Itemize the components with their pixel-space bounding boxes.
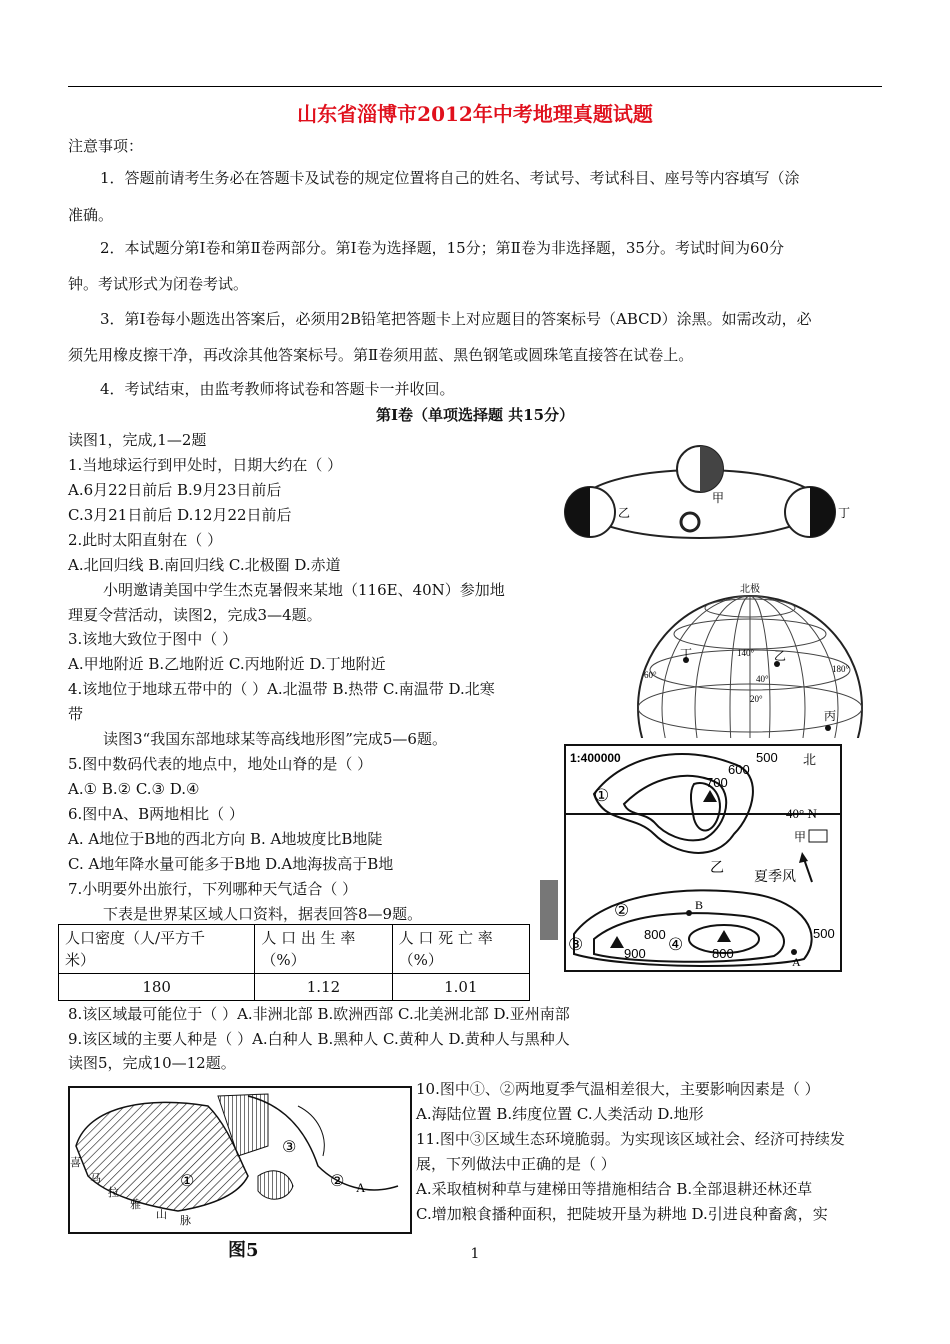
question-3-options: A.甲地附近 B.乙地附近 C.丙地附近 D.丁地附近 <box>68 655 386 673</box>
question-2: 2.此时太阳直射在（ ） <box>68 531 223 549</box>
question-7: 7.小明要外出旅行，下列哪种天气适合（ ） <box>68 880 358 898</box>
fig3-mark: ③ <box>568 935 584 955</box>
table-row <box>59 974 530 1001</box>
table-header-cell: 人 口 出 生 率 （%） <box>255 925 392 974</box>
fig3-mark: ① <box>594 786 610 806</box>
figure-5-map <box>68 1086 412 1236</box>
intro-5: 读图5，完成10—12题。 <box>68 1054 236 1072</box>
intro-2a: 小明邀请美国中学生杰克暑假来某地（116E、40N）参加地 <box>103 581 505 599</box>
table-header-cell: 人口密度（人/平方千 米） <box>59 925 255 974</box>
figure-5-caption: 图5 <box>228 1240 259 1261</box>
question-10: 10.图中①、②两地夏季气温相差很大，主要影响因素是（ ） <box>416 1080 820 1098</box>
fig3-yi: 乙 <box>710 861 724 876</box>
fig3-north: 北 <box>803 752 817 767</box>
question-2-options: A.北回归线 B.南回归线 C.北极圈 D.赤道 <box>68 556 341 574</box>
fig3-contour: 600 <box>728 762 750 777</box>
fig2-label-bing: 丙 <box>824 709 837 723</box>
fig3-contour: 500 <box>756 750 778 765</box>
fig1-label-yi: 乙 <box>618 506 631 520</box>
fig2-tick: 40° <box>756 674 769 684</box>
fig5-mark: ③ <box>282 1137 297 1156</box>
note-2a: 2．本试题分第Ⅰ卷和第Ⅱ卷两部分。第Ⅰ卷为选择题，15分；第Ⅱ卷为非选择题，35分。考试时间为60分 <box>100 239 785 257</box>
fig5-mountain: 拉 <box>108 1187 119 1199</box>
fig5-mark-a: A <box>356 1180 366 1195</box>
fig5-mountain: 山 <box>156 1209 167 1221</box>
question-6-cd: C. A地年降水量可能多于B地 D.A地海拔高于B地 <box>68 855 394 873</box>
fig1-label-jia: 甲 <box>712 491 725 505</box>
fig3-mark-b: B <box>695 898 704 912</box>
fig3-mark: ② <box>614 901 630 921</box>
table-cell: 180 <box>59 974 255 1001</box>
scan-artifact <box>540 880 558 940</box>
notes-heading: 注意事项： <box>68 137 144 155</box>
figure-2-globe <box>632 578 882 738</box>
fig5-mountain: 喜 <box>70 1157 81 1169</box>
fig2-tick: 20° <box>750 694 763 704</box>
fig3-wind: 夏季风 <box>754 870 796 885</box>
fig1-label-ding: 丁 <box>838 506 851 520</box>
intro-4: 下表是世界某区域人口资料，据表回答8—9题。 <box>103 905 423 923</box>
fig2-tick: 180° <box>832 664 850 674</box>
figure-3-contour-map <box>564 744 842 972</box>
question-3: 3.该地大致位于图中（ ） <box>68 630 238 648</box>
question-9: 9.该区域的主要人种是（ ）A.白种人 B.黑种人 C.黄种人 D.黄种人与黑种人 <box>68 1030 570 1048</box>
fig3-contour: 800 <box>644 927 666 942</box>
fig5-mountain: 脉 <box>180 1215 191 1227</box>
note-3b: 须先用橡皮擦干净，再改涂其他答案标号。第Ⅱ卷须用蓝、黑色钢笔或圆珠笔直接答在试卷上。 <box>68 346 694 364</box>
fig3-contour: 500 <box>813 926 835 941</box>
intro-1: 读图1，完成,1—2题 <box>68 431 207 449</box>
table-header-cell: 人 口 死 亡 率 （%） <box>392 925 529 974</box>
question-11b: 展，下列做法中正确的是（ ） <box>416 1155 616 1173</box>
note-1a: 1．答题前请考生务必在答题卡及试卷的规定位置将自己的姓名、考试号、考试科目、座号等内容填写（涂 <box>100 169 800 187</box>
fig5-mountain: 雅 <box>130 1199 141 1211</box>
fig5-mark: ① <box>180 1171 195 1190</box>
fig3-contour: 900 <box>624 946 646 961</box>
question-1: 1.当地球运行到甲处时，日期大约在（ ） <box>68 456 343 474</box>
page-title: 山东省淄博市2012年中考地理真题试题 <box>297 102 653 126</box>
intro-2b: 理夏令营活动，读图2，完成3—4题。 <box>68 606 322 624</box>
question-11a: 11.图中③区域生态环境脆弱。为实现该区域社会、经济可持续发 <box>416 1130 845 1148</box>
note-2b: 钟。考试形式为闭卷考试。 <box>68 275 249 293</box>
fig2-tick: 140° <box>737 648 755 658</box>
fig3-scale: 1:400000 <box>570 751 621 765</box>
table-cell: 1.01 <box>392 974 529 1001</box>
question-6-ab: A. A地位于B地的西北方向 B. A地坡度比B地陡 <box>68 830 383 848</box>
population-table <box>58 924 530 1001</box>
question-8: 8.该区域最可能位于（ ）A.非洲北部 B.欧洲西部 C.北美洲北部 D.亚州南部 <box>68 1005 570 1023</box>
fig5-mark: ② <box>330 1171 345 1190</box>
page-number: 1 <box>470 1246 480 1262</box>
fig2-tick: 60° <box>644 670 657 680</box>
question-10-options: A.海陆位置 B.纬度位置 C.人类活动 D.地形 <box>416 1105 704 1123</box>
header-rule <box>68 86 882 87</box>
note-3a: 3．第Ⅰ卷每小题选出答案后，必须用2B铅笔把答题卡上对应题目的答案标号（ABCD）涂黑。如需改动，必 <box>100 310 812 328</box>
figure-1-orbit <box>560 434 860 554</box>
table-header-row <box>59 925 530 974</box>
fig3-legend-jia: 甲 <box>794 830 807 844</box>
note-1b: 准确。 <box>68 206 114 224</box>
fig3-lat: 40° N <box>786 806 817 821</box>
fig3-contour: 800 <box>712 946 734 961</box>
section-heading: 第Ⅰ卷（单项选择题 共15分） <box>375 406 575 424</box>
fig2-north: 北极 <box>740 584 760 595</box>
question-5-options: A.① B.② C.③ D.④ <box>68 780 200 798</box>
fig2-label-ding: 丁 <box>680 647 693 661</box>
question-4b: 带 <box>68 705 84 723</box>
fig3-contour: 700 <box>706 775 728 790</box>
question-1-cd: C.3月21日前后 D.12月22日前后 <box>68 506 292 524</box>
fig2-label-yi: 乙 <box>774 649 787 663</box>
question-4a: 4.该地位于地球五带中的（ ）A.北温带 B.热带 C.南温带 D.北寒 <box>68 680 495 698</box>
fig3-mark: ④ <box>668 935 684 955</box>
question-11-cd: C.增加粮食播种面积，把陡坡开垦为耕地 D.引进良种畜禽，实 <box>416 1205 828 1223</box>
question-6: 6.图中A、B两地相比（ ） <box>68 805 244 823</box>
question-1-ab: A.6月22日前后 B.9月23日前后 <box>68 481 282 499</box>
fig3-mark-a: A <box>792 955 801 969</box>
table-cell: 1.12 <box>255 974 392 1001</box>
note-4: 4．考试结束，由监考教师将试卷和答题卡一并收回。 <box>100 380 455 398</box>
question-11-ab: A.采取植树种草与建梯田等措施相结合 B.全部退耕还林还草 <box>416 1180 813 1198</box>
intro-3: 读图3“我国东部地球某等高线地形图”完成5—6题。 <box>103 730 447 748</box>
fig5-mountain: 马 <box>90 1173 101 1185</box>
question-5: 5.图中数码代表的地点中，地处山脊的是（ ） <box>68 755 373 773</box>
